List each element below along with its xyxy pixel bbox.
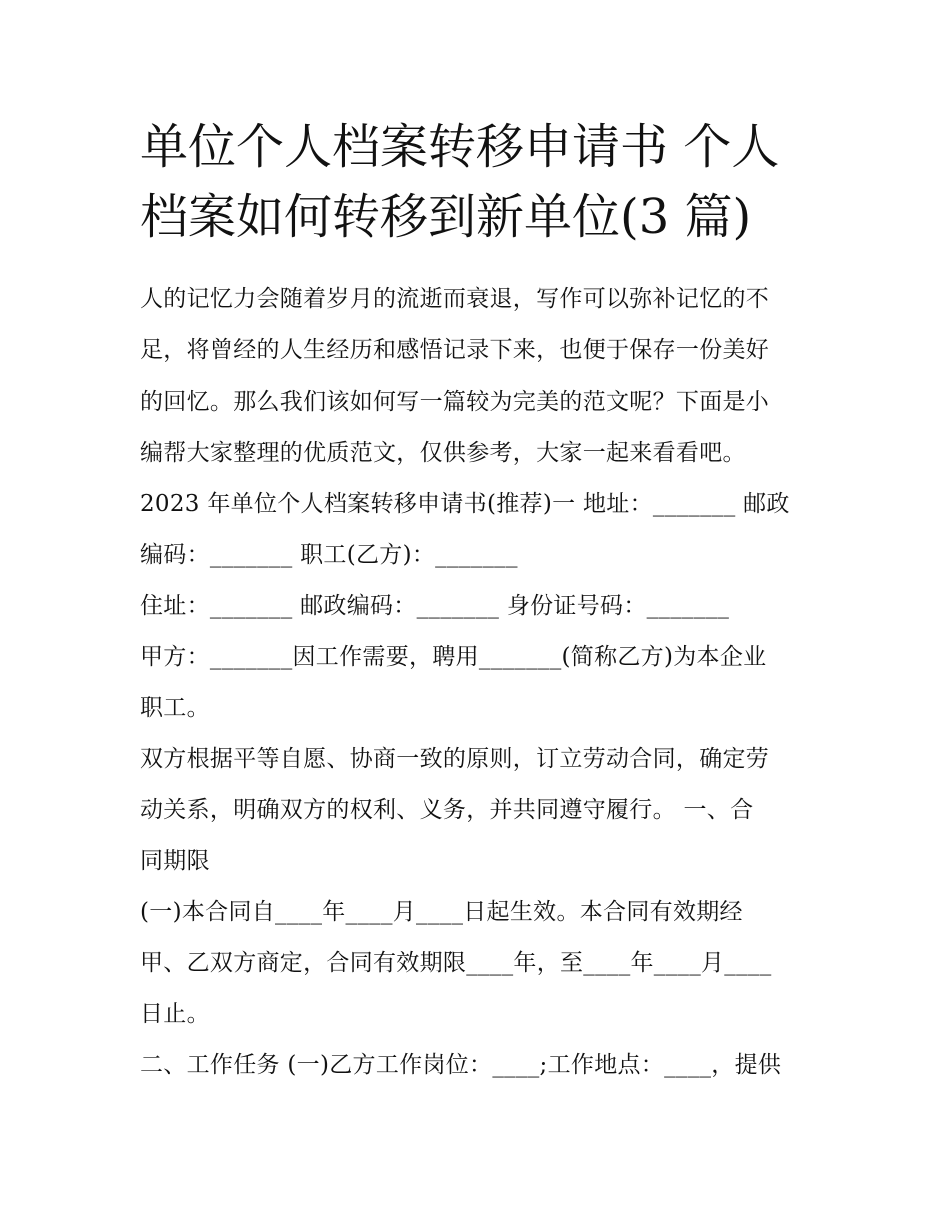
body-line-15: 日止。 <box>140 1001 210 1027</box>
body-line-9: 职工。 <box>140 695 210 721</box>
body-line-8: 甲方：_______因工作需要，聘用_______(简称乙方)为本企业 <box>140 644 767 670</box>
body-line-7: 住址：_______ 邮政编码：_______ 身份证号码：_______ <box>140 593 730 619</box>
title-line-2: 档案如何转移到新单位(3 篇) <box>140 189 752 245</box>
body-line-2: 足，将曾经的人生经历和感悟记录下来，也便于保存一份美好 <box>140 337 770 363</box>
body-line-16: 二、工作任务 (一)乙方工作岗位：____;工作地点：____，提供 <box>140 1052 782 1078</box>
body-line-12: 同期限 <box>140 848 210 874</box>
body-line-14: 甲、乙双方商定，合同有效期限____年，至____年____月____ <box>140 950 772 976</box>
body-line-4: 编帮大家整理的优质范文，仅供参考，大家一起来看看吧。 <box>140 440 746 466</box>
body-line-13: (一)本合同自____年____月____日起生效。本合同有效期经 <box>140 899 743 925</box>
body-line-5: 2023 年单位个人档案转移申请书(推荐)一 地址：_______ 邮政 <box>140 491 790 517</box>
body-line-11: 动关系，明确双方的权利、义务，并共同遵守履行。 一、合 <box>140 797 754 823</box>
body-line-6: 编码：_______ 职工(乙方)：_______ <box>140 542 518 568</box>
document-title <box>140 112 830 252</box>
body-line-3: 的回忆。那么我们该如何写一篇较为完美的范文呢？下面是小 <box>140 389 770 415</box>
title-line-1: 单位个人档案转移申请书 个人 <box>140 119 780 175</box>
body-line-1: 人的记忆力会随着岁月的流逝而衰退，写作可以弥补记忆的不 <box>140 286 770 312</box>
body-line-10: 双方根据平等自愿、协商一致的原则，订立劳动合同，确定劳 <box>140 746 770 772</box>
